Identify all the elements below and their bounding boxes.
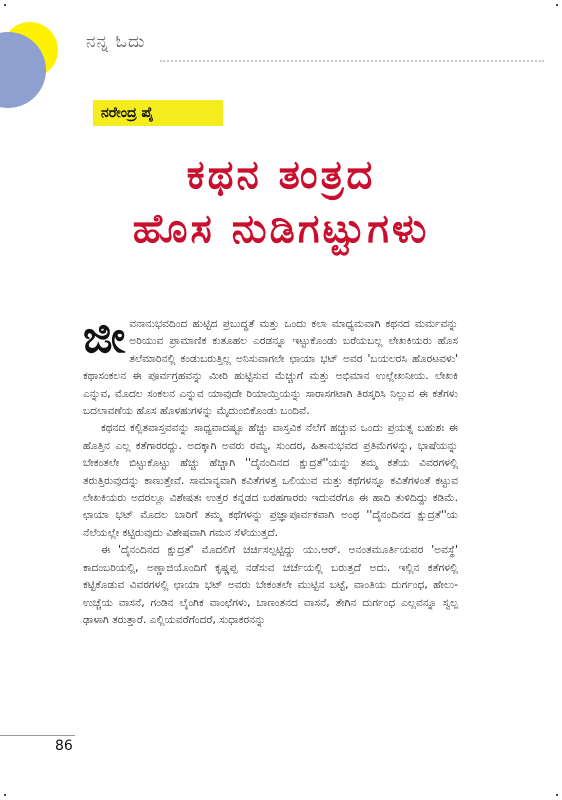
article-body [83,312,458,629]
article-title [0,148,562,256]
decorative-circles [0,0,80,110]
footer-rule [0,735,75,736]
author-label: ನರೇಂದ್ರ ಪೈ [93,100,223,126]
crop-mark [4,794,6,796]
drop-cap: ಜೀ [83,312,126,363]
crop-mark [4,4,6,6]
paragraph-1 [83,312,458,420]
title-line-2: ಹೊಸ ನುಡಿಗಟ್ಟುಗಳು [132,206,430,252]
page-number: 86 [55,738,73,754]
paragraph-2: ಕಥನದ ಕಲ್ಪಿತವಾಸ್ತವವನ್ನು ಸಾಧ್ಯವಾದಷ್ಟೂ ಹೆಚ್ಚು ವಾಸ್ತವಿಕ ನೆಲೆಗೆ ಹಚ್ಚುವ ಒಂದು ಪ್ರಯತ್ನ ಬಹುಶಃ ಈ ಹೊತ್ತಿನ ಎಲ್ಲ ಕತೆಗಾರರದ್ದು. ಅದಕ್ಕಾಗಿ ಅವರು ರಮ್ಯ, ಸುಂದರ, ಹಿತಾನುಭವದ ಪ್ರತಿಮೆಗಳನ್ನು, ಭಾಷೆಯನ್ನು ಬೇಕಂತಲೇ ಬಿಟ್ಟುಕೊಟ್ಟು ಹೆಚ್ಚು ಹೆಚ್ಚಾಗಿ ''ದೈನಂದಿನದ ಕ್ಷುದ್ರತೆ''ಯನ್ನು ತಮ್ಮ ಕತೆಯ ವಿವರಗಳಲ್ಲಿ ತರುತ್ತಿರುವುದನ್ನು ಕಾಣುತ್ತೇವೆ. ಸಾಮಾನ್ಯವಾಗಿ ಕವಿತೆಗಳತ್ತ ಒಲಿಯುವ ಮತ್ತು ಕಥೆಗಳನ್ನೂ ಕವಿತೆಗಳಂತೆ ಕಟ್ಟುವ ಲೇಖಕಿಯರು ಅದರಲ್ಲೂ ವಿಶೇಷತಃ ಉತ್ತರ ಕನ್ನಡದ ಬರಹಗಾರರು ಇದುವರೆಗೂ ಈ ಹಾದಿ ತುಳಿದಿದ್ದು ಕಡಿಮೆ. ಛಾಯಾ ಭಟ್ ಮೊದಲ ಬಾರಿಗೆ ತಮ್ಮ ಕಥೆಗಳನ್ನು ಪ್ರಜ್ಞಾಪೂರ್ವಕವಾಗಿ ಅಂಥ ''ದೈನಂದಿನದ ಕ್ಷುದ್ರತೆ''ಯ ನೆಲೆಯಲ್ಲೇ ಕಟ್ಟಿರುವುದು ವಿಶೇಷವಾಗಿ ಗಮನ ಸೆಳೆಯುತ್ತದೆ. [83,422,458,539]
paragraph-1-text: ವನಾನುಭವದಿಂದ ಹುಟ್ಟಿದ ಪ್ರಬುದ್ಧತೆ ಮತ್ತು ಒಂದು ಕಲಾ ಮಾಧ್ಯಮವಾಗಿ ಕಥನದ ಮರ್ಮವನ್ನು ಅರಿಯುವ ಪ್ರಾಮಾಣಿಕ ಕುತೂಹಲ ಎರಡನ್ನೂ ಇಟ್ಟುಕೊಂಡು ಬರೆಯಬಲ್ಲ ಲೇಖಕಿಯರು ಹೊಸ ತಲೆಮಾರಿನಲ್ಲಿ ಕಂಡುಬರುತ್ತಿಲ್ಲ ಅನಿಸುವಾಗಲೇ ಛಾಯಾ ಭಟ್ ಅವರ 'ಬಯಲರಸಿ ಹೊರಟವಳು' ಕಥಾಸಂಕಲನ ಈ ಪೂರ್ವಗ್ರಹವನ್ನು ಮೀರಿ ಹುಟ್ಟಿಸುವ ಮೆಚ್ಚುಗೆ ಮತ್ತು ಅಭಿಮಾನ ಉಲ್ಲೇಖನೀಯ. ಲೇಖಕಿ ಎನ್ನುವ, ಮೊದಲ ಸಂಕಲನ ಎನ್ನುವ ಯಾವುದೇ ರಿಯಾಯ್ತಿಯನ್ನು ಸಾರಾಸಗಟಾಗಿ ತಿರಸ್ಕರಿಸಿ ನಿಲ್ಲುವ ಈ ಕತೆಗಳು ಬದಲಾವಣೆಯ ಹೊಸ ಹೊಳಹುಗಳನ್ನು ಮೈದುಂಬಿಕೊಂಡು ಬಂದಿವೆ. [83,318,458,418]
section-heading: ನನ್ನ ಓದು [86,32,146,52]
paragraph-3: ಈ 'ದೈನಂದಿನದ ಕ್ಷುದ್ರತೆ' ಮೊದಲಿಗೆ ಚರ್ಚಿಸಲ್ಪಟ್ಟಿದ್ದು ಯು.ಆರ್. ಅನಂತಮೂರ್ತಿಯವರ 'ಅವಸ್ಥೆ' ಕಾದಂಬರಿಯಲ್ಲಿ, ಅಣ್ಣಾಜಿಯೊಂದಿಗೆ ಕೃಷ್ಣಪ್ಪ ನಡೆಸುವ ಚರ್ಚೆಯಲ್ಲಿ ಬರುತ್ತದೆ ಅದು. ಇಲ್ಲಿನ ಕತೆಗಳಲ್ಲಿ ಕಟ್ಟಿಕೊಡುವ ವಿವರಗಳಲ್ಲಿ ಛಾಯಾ ಭಟ್ ಅವರು ಬೇಕಂತಲೇ ಮುಟ್ಟಿನ ಬಟ್ಟೆ, ವಾಂತಿಯ ದುರ್ಗಂಧ, ಹೇಲು-ಉಚ್ಚೆಯ ವಾಸನೆ, ಗಂಡಿನ ಲೈಂಗಿಕ ವಾಂಛೆಗಳು, ಬಾಣಂತನದ ವಾಸನೆ, ತೇಗಿನ ದುರ್ಗಂಧ ಎಲ್ಲವನ್ನೂ ಸ್ವಲ್ಪ ಢಾಳಾಗಿ ತರುತ್ತಾರೆ. ಎಲ್ಲಿಯವರೆಗೆಂದರೆ, ಸುಧಾಕರನನ್ನು [83,544,458,626]
title-line-1: ಕಥನ ತಂತ್ರದ [186,152,376,198]
crop-mark [556,4,558,6]
crop-mark [556,794,558,796]
dotted-divider [160,60,544,62]
